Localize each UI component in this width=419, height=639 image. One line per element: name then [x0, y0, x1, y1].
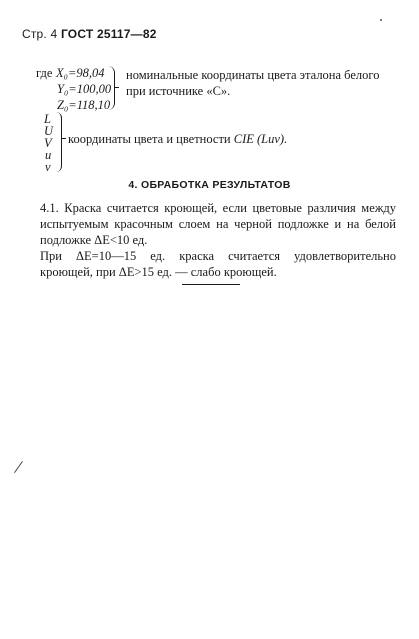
paragraph-criteria — [24, 248, 396, 280]
formula-brace — [108, 66, 115, 110]
page-header — [22, 27, 157, 41]
symbols-description-text: координаты цвета и цветности — [68, 132, 231, 146]
scan-mark — [14, 461, 23, 473]
symbol-u: u — [45, 148, 52, 162]
scan-dot — [380, 19, 382, 21]
y0-value: Y₀=100,00 — [57, 82, 112, 96]
z0-value: Z₀=118,10 — [57, 98, 111, 112]
standard-code: ГОСТ 25117—82 — [60, 27, 157, 41]
symbols-brace-tip — [61, 138, 66, 139]
symbols-description — [68, 131, 287, 147]
formula-brace-tip — [114, 87, 119, 88]
cie-label: CIE — [233, 132, 254, 146]
page-number: Стр. 4 — [22, 27, 58, 41]
end-rule — [182, 284, 240, 285]
x0-value: X₀=98,04 — [56, 66, 105, 80]
symbol-V: V — [44, 136, 52, 150]
symbol-v: v — [45, 160, 51, 174]
symbols-brace — [56, 112, 62, 172]
paragraph-criteria-text: При ΔE=10—15 ед. краска считается удовлетворительно кроющей, при ΔE>15 ед. — слабо кроющей. — [40, 249, 396, 279]
section-heading: 4. ОБРАБОТКА РЕЗУЛЬТАТОВ — [128, 179, 291, 191]
reference-note-line2: при источнике «С». — [126, 84, 231, 98]
paragraph-4-1 — [24, 200, 396, 248]
symbol-L: L — [44, 112, 51, 126]
luv-label: (Luv). — [257, 132, 288, 146]
reference-note-line1: номинальные координаты цвета эталона белого — [126, 68, 380, 82]
where-label: где — [36, 66, 53, 80]
symbol-U: U — [44, 124, 54, 138]
paragraph-4-1-text: 4.1. Краска считается кроющей, если цветовые различия между испытуемым красочным слоем на черной подложке и на белой подложке ΔE<10 ед. — [40, 201, 396, 247]
